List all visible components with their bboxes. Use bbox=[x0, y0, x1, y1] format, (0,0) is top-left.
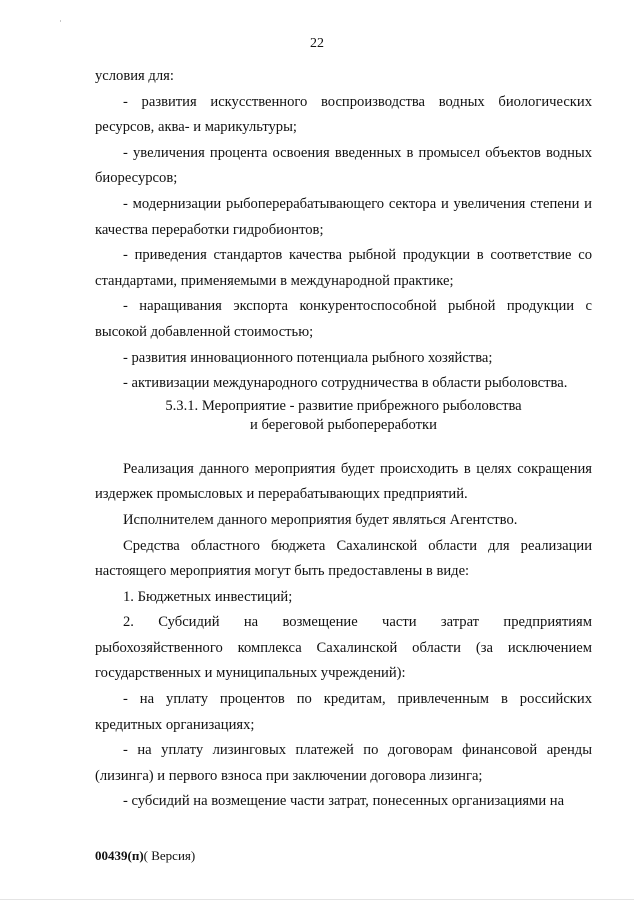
list-item: - активизации международного сотрудничества в области рыболовства. bbox=[123, 375, 568, 392]
scan-artifact bbox=[0, 899, 634, 900]
paragraph: Исполнителем данного мероприятия будет являться Агентство. bbox=[123, 511, 518, 528]
list-item: - развития искусственного воспроизводства водных биологических ресурсов, аква- и марикультуры; bbox=[95, 93, 592, 136]
section-heading-line-2: и береговой рыбопереработки bbox=[250, 416, 437, 433]
paragraph: Средства областного бюджета Сахалинской области для реализации настоящего мероприятия могут быть предоставлены в виде: bbox=[95, 537, 592, 580]
document-footer bbox=[95, 848, 195, 864]
paragraph-intro: условия для: bbox=[95, 68, 174, 84]
list-item: 2. Субсидий на возмещение части затрат предприятиям рыбохозяйственного комплекса Сахалинской области (за исключением государственных и муниципальных учреждений): bbox=[95, 614, 592, 682]
list-item: - модернизации рыбоперерабатывающего сектора и увеличения степени и качества переработки гидробионтов; bbox=[95, 195, 592, 238]
list-item: - развития инновационного потенциала рыбного хозяйства; bbox=[123, 349, 493, 366]
section-heading-line-1: 5.3.1. Мероприятие - развитие прибрежного рыболовства bbox=[165, 397, 522, 414]
document-code: 00439(п) bbox=[95, 848, 144, 863]
section-heading bbox=[95, 397, 592, 457]
document-version: ( Версия) bbox=[143, 848, 196, 863]
scan-artifact bbox=[60, 20, 61, 22]
page-number: 22 bbox=[310, 36, 324, 51]
list-item: - наращивания экспорта конкурентоспособной рыбной продукции с высокой добавленной стоимостью; bbox=[95, 298, 592, 340]
list-item: - увеличения процента освоения введенных в промысел объектов водных биоресурсов; bbox=[95, 144, 592, 187]
list-item: - на уплату процентов по кредитам, привлеченным в российских кредитных организациях; bbox=[95, 691, 592, 733]
list-item: - субсидий на возмещение части затрат, понесенных организациями на bbox=[123, 793, 565, 810]
list-item: - приведения стандартов качества рыбной продукции в соответствие со стандартами, применяемыми в международной практике; bbox=[95, 247, 592, 289]
list-item: - на уплату лизинговых платежей по договорам финансовой аренды (лизинга) и первого взноса при заключении договора лизинга; bbox=[95, 742, 592, 784]
paragraph: Реализация данного мероприятия будет происходить в целях сокращения издержек промысловых и перерабатывающих предприятий. bbox=[95, 460, 592, 503]
document-body bbox=[95, 64, 592, 815]
list-item: 1. Бюджетных инвестиций; bbox=[123, 588, 293, 605]
